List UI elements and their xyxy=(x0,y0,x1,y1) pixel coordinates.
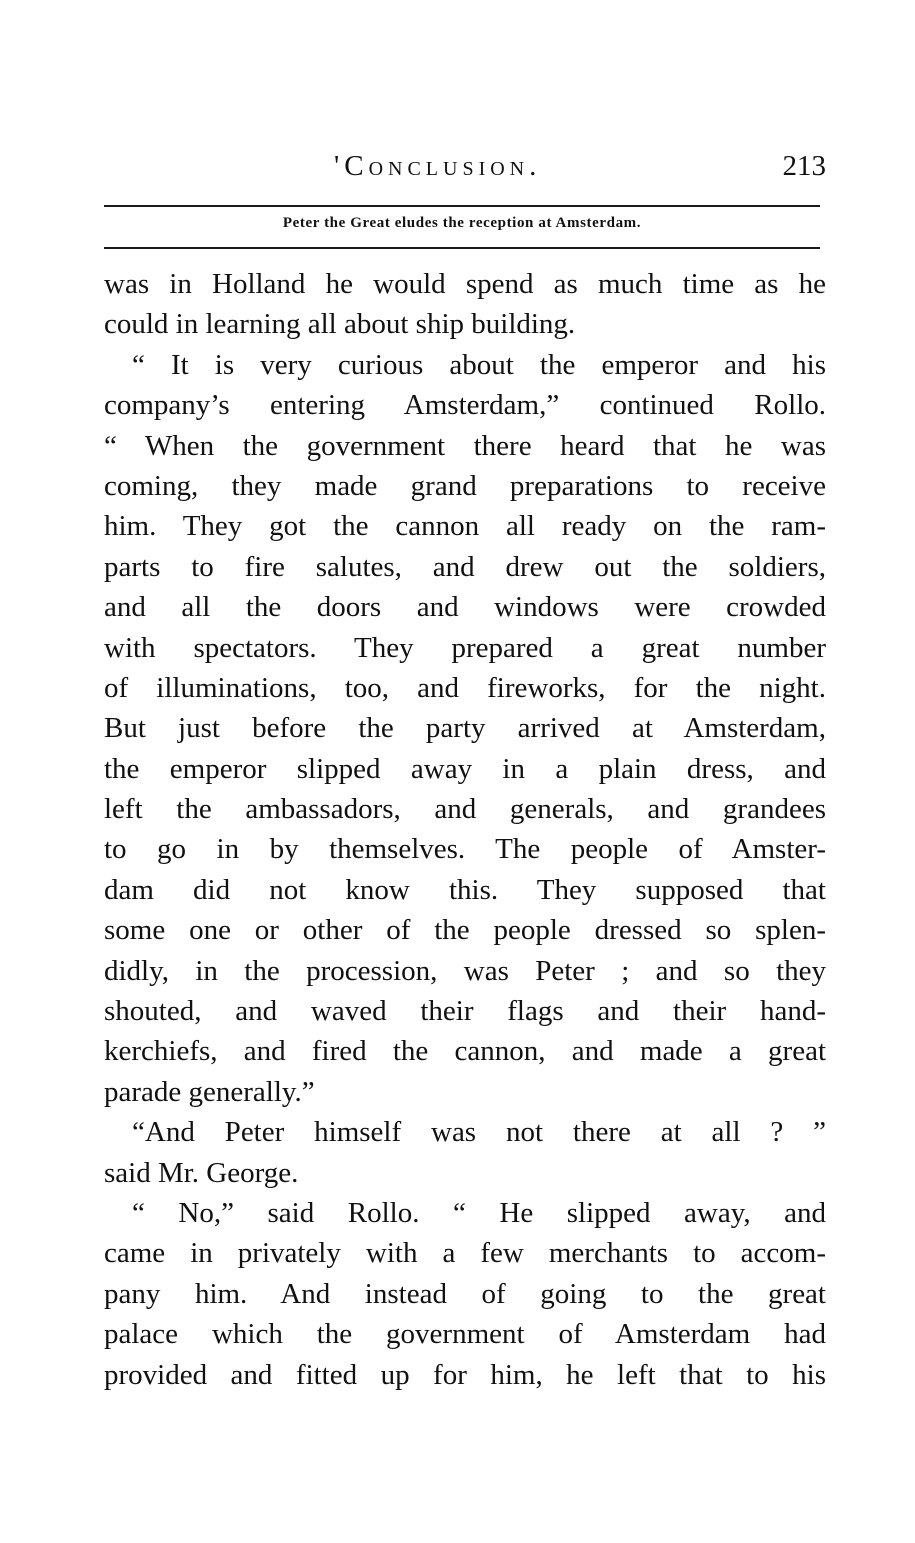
text-line: him. They got the cannon all ready on the ram- xyxy=(104,510,826,543)
text-line: with spectators. They prepared a great number xyxy=(104,631,826,664)
text-line: left the ambassadors, and generals, and grandees xyxy=(104,793,826,826)
text-line: came in privately with a few merchants to accom- xyxy=(104,1237,826,1270)
text-line: parts to fire salutes, and drew out the soldiers, xyxy=(104,550,826,583)
text-line: didly, in the procession, was Peter ; and so they xyxy=(104,954,826,987)
text-line: coming, they made grand preparations to receive xyxy=(104,469,826,502)
page-subtitle: Peter the Great eludes the reception at Amsterdam. xyxy=(282,215,642,231)
text-line: shouted, and waved their flags and their hand- xyxy=(104,995,826,1028)
text-line: said Mr. George. xyxy=(104,1156,299,1189)
header-rule-top xyxy=(104,205,820,207)
text-line: pany him. And instead of going to the great xyxy=(104,1277,826,1310)
page-number: 213 xyxy=(782,150,826,182)
text-line: “And Peter himself was not there at all ? ” xyxy=(132,1116,826,1149)
body-text xyxy=(104,264,826,1395)
text-line: But just before the party arrived at Amsterdam, xyxy=(104,712,826,745)
text-line: “ No,” said Rollo. “ He slipped away, and xyxy=(132,1196,826,1229)
text-line: and all the doors and windows were crowded xyxy=(104,591,826,624)
text-line: company’s entering Amsterdam,” continued Rollo. xyxy=(104,389,826,422)
running-head xyxy=(104,150,826,190)
text-line: could in learning all about ship building. xyxy=(104,308,576,341)
text-line: kerchiefs, and fired the cannon, and made a great xyxy=(104,1035,826,1068)
text-line: parade generally.” xyxy=(104,1075,315,1108)
text-line: dam did not know this. They supposed that xyxy=(104,873,826,906)
text-line: to go in by themselves. The people of Amster- xyxy=(104,833,826,866)
text-line: some one or other of the people dressed so splen- xyxy=(104,914,826,947)
running-title: 'Conclusion. xyxy=(334,150,542,182)
text-line: of illuminations, too, and fireworks, for the night. xyxy=(104,671,826,704)
text-line: palace which the government of Amsterdam had xyxy=(104,1318,826,1351)
text-line: was in Holland he would spend as much time as he xyxy=(104,268,826,300)
text-line: the emperor slipped away in a plain dress, and xyxy=(104,752,826,785)
text-line: “ When the government there heard that he was xyxy=(104,429,826,462)
text-line: “ It is very curious about the emperor and his xyxy=(132,348,826,381)
text-line: provided and fitted up for him, he left that to his xyxy=(104,1358,826,1391)
header-rule-bottom xyxy=(104,247,820,249)
